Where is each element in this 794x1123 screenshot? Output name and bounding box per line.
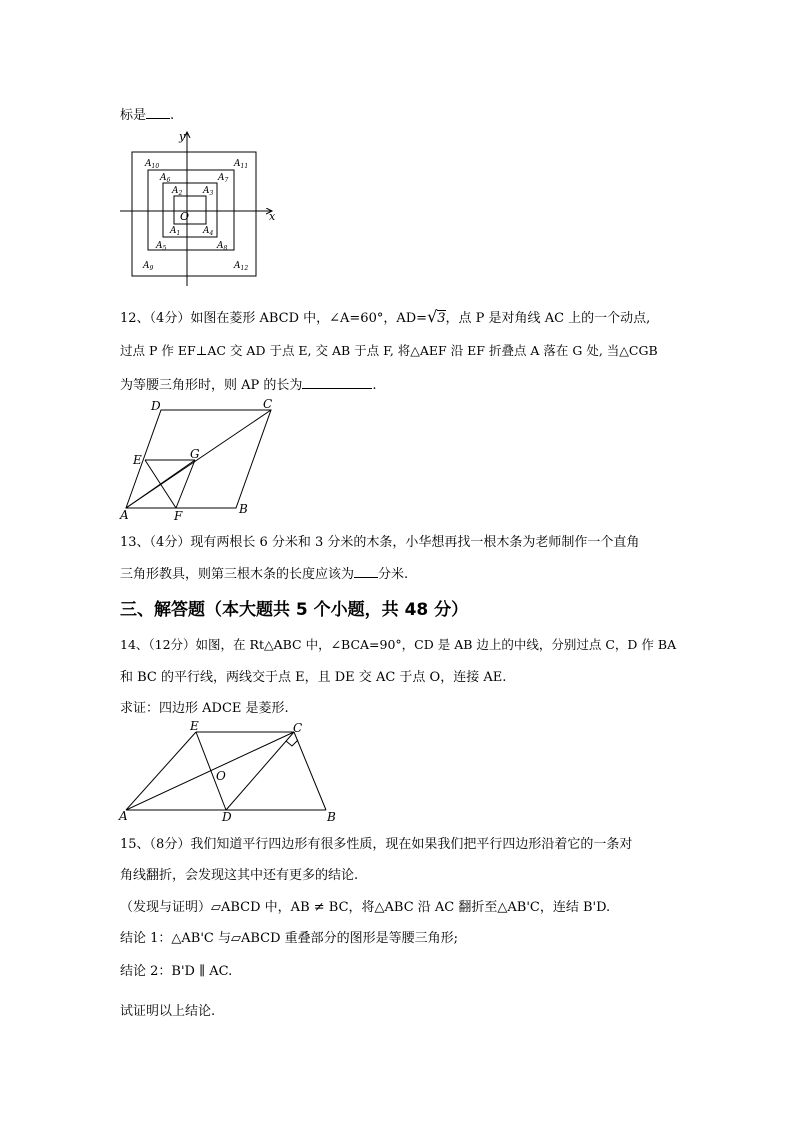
answer-blank[interactable] [146, 106, 170, 119]
label-f: F [174, 509, 183, 523]
label-o: O [216, 769, 226, 783]
q14-line1: 14、（12分）如图，在 Rt△ABC 中，∠BCA=90°，CD 是 AB 边上的中线，分别过点 C，D 作 BA [120, 637, 677, 652]
q11-tail [120, 104, 174, 123]
section-heading: 三、解答题（本大题共 5 个小题，共 48 分） [120, 600, 469, 620]
segment-dc [226, 732, 294, 810]
label-a: A [120, 508, 129, 522]
label-d: D [222, 810, 232, 824]
figure-rhombus [116, 396, 286, 522]
sqrt-value: 3 [437, 311, 446, 326]
q12-line1a: 12、（4分）如图在菱形 ABCD 中，∠A=60°，AD= [120, 311, 428, 326]
label-a6: $A_6$ [160, 173, 171, 184]
x-label: x [269, 210, 276, 223]
segment-ae [126, 732, 196, 810]
q14-line3: 求证：四边形 ADCE 是菱形. [120, 701, 289, 716]
label-a7: $A_7$ [218, 173, 229, 184]
q15-line6: 试证明以上结论. [120, 1004, 216, 1019]
q12-line3-text: 为等腰三角形时，则 AP 的长为 [120, 378, 303, 393]
label-d: D [151, 399, 161, 413]
label-a5: $A_5$ [156, 241, 167, 252]
q11-tail-text: 标是 [120, 108, 147, 123]
segment-ag [126, 460, 195, 508]
segment-cb [294, 732, 326, 810]
label-b: B [327, 810, 336, 824]
label-a1: $A_1$ [170, 226, 181, 237]
right-angle-mark [286, 740, 298, 746]
q12-line2: 过点 P 作 EF⊥AC 交 AD 于点 E, 交 AB 于点 F, 将△AEF 沿 EF 折叠点 A 落在 G 处, 当△CGB [120, 343, 658, 358]
origin-label: O [180, 210, 190, 223]
q13-line2 [120, 563, 408, 582]
sqrt-symbol: √ [427, 307, 438, 326]
label-a: A [119, 809, 128, 823]
q12-line3 [120, 374, 377, 393]
q12-line1 [120, 307, 650, 326]
q12-line3-end: . [372, 378, 377, 393]
label-e: E [133, 453, 142, 467]
answer-blank[interactable] [354, 565, 378, 578]
square-1 [174, 196, 206, 224]
figure-rhombus-adce [116, 720, 346, 824]
answer-blank[interactable] [302, 376, 372, 389]
label-a11: $A_{11}$ [234, 159, 249, 170]
label-c: C [263, 397, 273, 411]
square-4 [132, 152, 256, 276]
label-e: E [190, 719, 199, 733]
label-a4: $A_4$ [203, 226, 214, 237]
q15-line2: 角线翻折，会发现这其中还有更多的结论. [120, 868, 359, 883]
q15-line5: 结论 2：B'D ∥ AC. [120, 964, 233, 979]
label-a2: $A_2$ [172, 186, 183, 197]
label-g: G [190, 447, 200, 461]
y-label: y [179, 130, 186, 143]
label-a8: $A_8$ [217, 241, 228, 252]
q15-line1: 15、（8分）我们知道平行四边形有很多性质，现在如果我们把平行四边形沿着它的一条对 [120, 837, 633, 852]
q12-line1b: ，点 P 是对角线 AC 上的一个动点, [445, 311, 651, 326]
q14-line2: 和 BC 的平行线，两线交于点 E，且 DE 交 AC 于点 O，连接 AE. [120, 670, 507, 685]
q15-line3: （发现与证明）▱ABCD 中，AB ≠ BC，将△ABC 沿 AC 翻折至△AB'C，连结 B'D. [120, 900, 611, 915]
label-a9: $A_9$ [143, 261, 154, 272]
label-a12: $A_{12}$ [234, 261, 249, 272]
q13-line2b: 分米. [378, 567, 409, 582]
q13-line1: 13、（4分）现有两根长 6 分米和 3 分米的木条，小华想再找一根木条为老师制作一个直角 [120, 535, 640, 550]
label-b: B [239, 502, 248, 516]
label-a3: $A_3$ [203, 186, 214, 197]
q11-tail-end: . [170, 108, 175, 123]
label-a10: $A_{10}$ [145, 159, 160, 170]
q15-line4: 结论 1：△AB'C 与▱ABCD 重叠部分的图形是等腰三角形; [120, 931, 459, 946]
figure-nested-squares [110, 128, 280, 290]
segment-ac [126, 732, 294, 810]
label-c: C [293, 721, 303, 735]
q13-line2a: 三角形教具，则第三根木条的长度应该为 [120, 567, 355, 582]
